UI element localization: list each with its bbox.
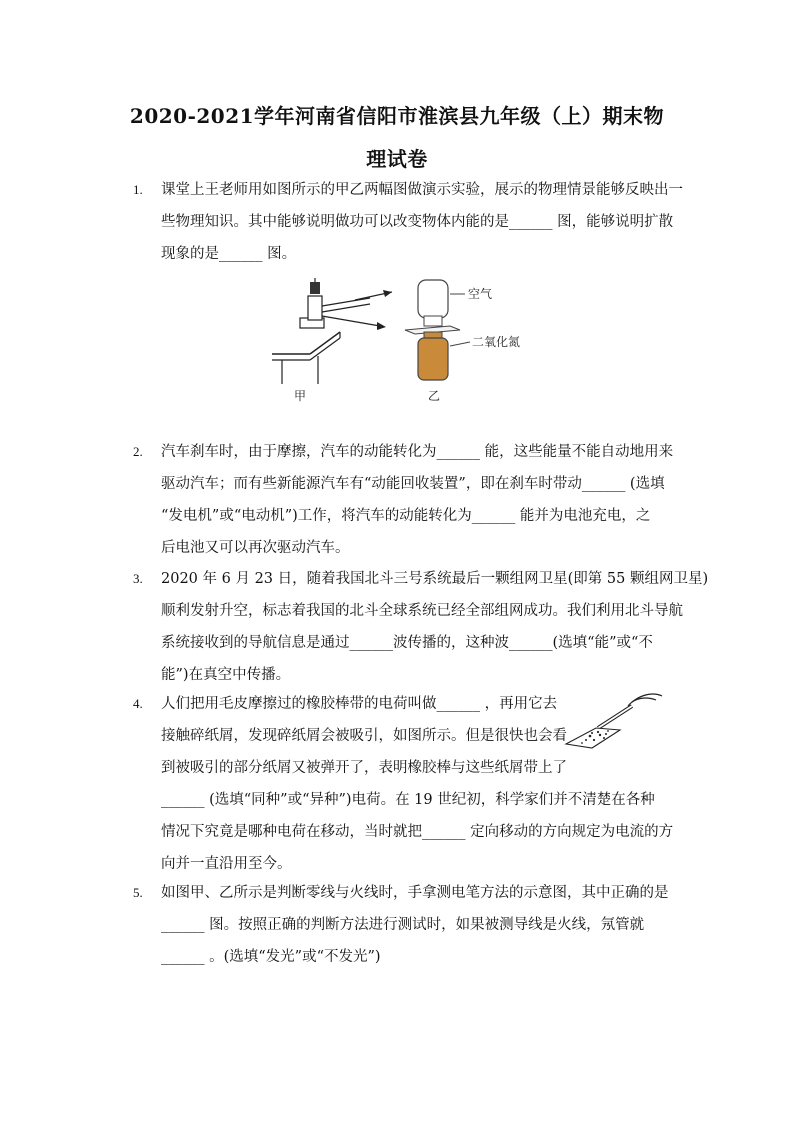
question-text-line: 向并一直沿用至今。 xyxy=(161,856,292,872)
figure-jia-yi xyxy=(260,272,550,412)
question-text-line: 现象的是______ 图。 xyxy=(161,246,297,262)
question-number: 1. xyxy=(133,182,143,197)
question-number: 4. xyxy=(133,696,143,711)
question-number: 2. xyxy=(133,444,143,459)
question-text-line: 能”)在真空中传播。 xyxy=(161,667,291,683)
question-text-line: “发电机”或“电动机”)工作，将汽车的动能转化为______ 能并为电池充电，之 xyxy=(161,508,651,524)
figure-yi xyxy=(405,280,520,403)
figure-label-jia: 甲 xyxy=(294,389,307,403)
figure-label-air: 空气 xyxy=(468,287,493,301)
question-2 xyxy=(133,436,673,564)
question-text-line: 驱动汽车；而有些新能源汽车有“动能回收装置”，即在刹车时带动______ (选填 xyxy=(161,476,665,492)
question-1 xyxy=(133,174,683,270)
question-text-line: 系统接收到的导航信息是通过______波传播的，这种波______(选填“能”或“不 xyxy=(161,635,653,651)
page-title-continued: 理试卷 xyxy=(366,147,428,171)
question-text-line: 2020 年 6 月 23 日，随着我国北斗三号系统最后一颗组网卫星(即第 55 颗组网卫星) xyxy=(161,571,709,587)
question-text-line: 顺利发射升空，标志着我国的北斗全球系统已经全部组网成功。我们利用北斗导航 xyxy=(161,603,683,619)
question-text-line: 如图甲、乙所示是判断零线与火线时，手拿测电笔方法的示意图，其中正确的是 xyxy=(161,885,669,901)
question-number: 5. xyxy=(133,885,143,900)
question-text-line: ______ 。(选填“发光”或“不发光”) xyxy=(161,949,381,965)
question-text-line: 些物理知识。其中能够说明做功可以改变物体内能的是______ 图，能够说明扩散 xyxy=(161,214,674,230)
figure-label-yi: 乙 xyxy=(428,389,441,403)
question-text-line: 到被吸引的部分纸屑又被弹开了，表明橡胶棒与这些纸屑带上了 xyxy=(161,760,567,776)
question-text-line: 人们把用毛皮摩擦过的橡胶棒带的电荷叫做______ ，再用它去 xyxy=(161,696,558,712)
question-text-line: 接触碎纸屑，发现碎纸屑会被吸引，如图所示。但是很快也会看 xyxy=(161,728,567,744)
question-text-line: 课堂上王老师用如图所示的甲乙两幅图做演示实验，展示的物理情景能够反映出一 xyxy=(161,182,683,198)
question-text-line: 后电池又可以再次驱动汽车。 xyxy=(161,540,350,556)
question-text-line: 汽车刹车时，由于摩擦，汽车的动能转化为______ 能，这些能量不能自动地用来 xyxy=(161,444,674,460)
figure-rod-paper xyxy=(562,688,666,754)
figure-label-no2: 二氧化氮 xyxy=(472,335,521,349)
question-5 xyxy=(133,877,673,973)
page-title: 2020-2021学年河南省信阳市淮滨县九年级（上）期末物 xyxy=(129,104,665,128)
question-text-line: 情况下究竟是哪种电荷在移动，当时就把______ 定向移动的方向规定为电流的方 xyxy=(161,824,674,840)
figure-jia xyxy=(272,278,392,403)
question-text-line: ______ 图。按照正确的判断方法进行测试时，如果被测导线是火线，氖管就 xyxy=(161,917,645,933)
question-3 xyxy=(133,563,709,691)
question-number: 3. xyxy=(133,571,143,586)
question-text-line: ______ (选填“同种”或“异种”)电荷。在 19 世纪初，科学家们并不清楚在各种 xyxy=(161,792,655,808)
